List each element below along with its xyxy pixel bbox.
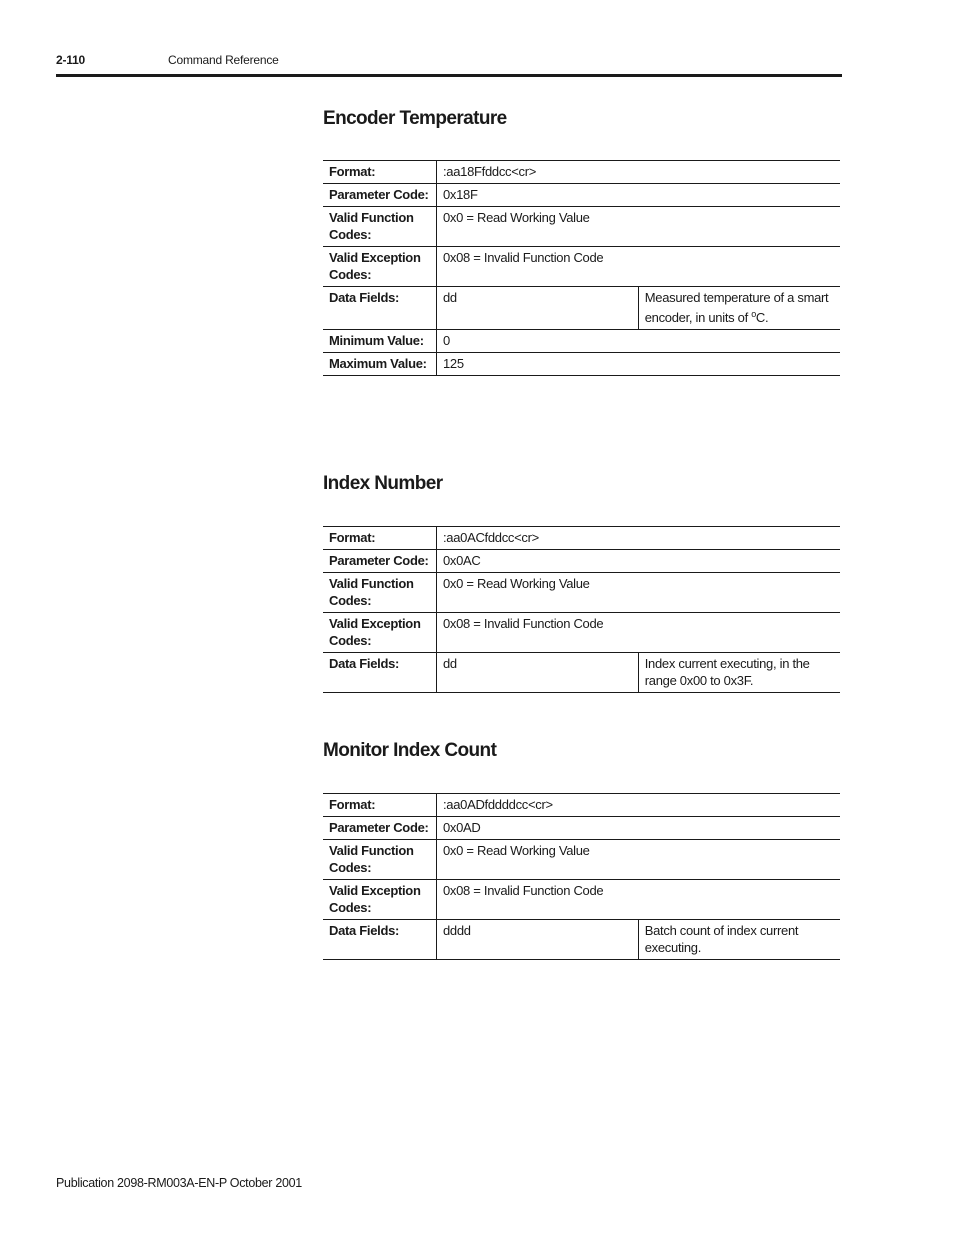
table-row-format bbox=[323, 161, 840, 184]
row-label: Valid Function Codes: bbox=[323, 840, 437, 880]
table-row-valid-function-codes bbox=[323, 207, 840, 247]
row-label: Valid Exception Codes: bbox=[323, 247, 437, 287]
data-field-description bbox=[638, 287, 840, 330]
table-row-valid-exception-codes bbox=[323, 247, 840, 287]
table-row-parameter-code bbox=[323, 184, 840, 207]
row-value: :aa0ADfddddcc<cr> bbox=[437, 794, 841, 817]
row-value: 0x0AD bbox=[437, 817, 841, 840]
row-value: 125 bbox=[437, 353, 841, 376]
row-value: 0x0 = Read Working Value bbox=[437, 573, 841, 613]
page-footer: Publication 2098-RM003A-EN-P October 2001 bbox=[56, 1176, 302, 1190]
data-field-description: Index current executing, in the range 0x00 to 0x3F. bbox=[638, 653, 840, 693]
row-value: :aa0ACfddcc<cr> bbox=[437, 527, 841, 550]
row-value: 0x0 = Read Working Value bbox=[437, 207, 841, 247]
row-label: Format: bbox=[323, 527, 437, 550]
row-label: Data Fields: bbox=[323, 920, 437, 960]
row-label: Valid Exception Codes: bbox=[323, 613, 437, 653]
section-title-index-number: Index Number bbox=[323, 473, 443, 494]
header-rule bbox=[56, 74, 842, 77]
row-label: Minimum Value: bbox=[323, 330, 437, 353]
row-label: Format: bbox=[323, 161, 437, 184]
data-field-description: Batch count of index current executing. bbox=[638, 920, 840, 960]
table-row-data-fields bbox=[323, 287, 840, 330]
row-label: Parameter Code: bbox=[323, 184, 437, 207]
row-label: Data Fields: bbox=[323, 653, 437, 693]
row-label: Valid Exception Codes: bbox=[323, 880, 437, 920]
section-title-monitor-index-count: Monitor Index Count bbox=[323, 740, 497, 761]
row-value: 0x08 = Invalid Function Code bbox=[437, 880, 841, 920]
row-label: Valid Function Codes: bbox=[323, 573, 437, 613]
monitor-index-count-table bbox=[323, 793, 840, 960]
table-row-parameter-code bbox=[323, 550, 840, 573]
chapter-title: Command Reference bbox=[168, 53, 279, 67]
degree-superscript: o bbox=[751, 309, 756, 319]
table-row-valid-function-codes bbox=[323, 840, 840, 880]
row-value: :aa18Ffddcc<cr> bbox=[437, 161, 841, 184]
row-value: 0 bbox=[437, 330, 841, 353]
row-value: 0x08 = Invalid Function Code bbox=[437, 613, 841, 653]
data-field-code: dddd bbox=[437, 920, 639, 960]
page-number: 2-110 bbox=[56, 53, 86, 67]
page-header bbox=[56, 52, 842, 78]
row-label: Parameter Code: bbox=[323, 550, 437, 573]
table-row-data-fields bbox=[323, 653, 840, 693]
data-field-code: dd bbox=[437, 287, 639, 330]
row-value: 0x0 = Read Working Value bbox=[437, 840, 841, 880]
row-value: 0x08 = Invalid Function Code bbox=[437, 247, 841, 287]
row-label: Maximum Value: bbox=[323, 353, 437, 376]
table-row-data-fields bbox=[323, 920, 840, 960]
row-label: Format: bbox=[323, 794, 437, 817]
table-row-format bbox=[323, 527, 840, 550]
row-label: Valid Function Codes: bbox=[323, 207, 437, 247]
table-row-maximum-value bbox=[323, 353, 840, 376]
table-row-format bbox=[323, 794, 840, 817]
row-label: Data Fields: bbox=[323, 287, 437, 330]
encoder-temperature-table bbox=[323, 160, 840, 376]
index-number-table bbox=[323, 526, 840, 693]
row-value: 0x18F bbox=[437, 184, 841, 207]
table-row-valid-exception-codes bbox=[323, 613, 840, 653]
data-field-code: dd bbox=[437, 653, 639, 693]
section-title-encoder-temperature: Encoder Temperature bbox=[323, 108, 507, 129]
description-text: Measured temperature of a smart encoder, in units of bbox=[644, 290, 829, 325]
table-row-minimum-value bbox=[323, 330, 840, 353]
description-unit: C. bbox=[755, 310, 769, 325]
row-label: Parameter Code: bbox=[323, 817, 437, 840]
row-value: 0x0AC bbox=[437, 550, 841, 573]
table-row-valid-function-codes bbox=[323, 573, 840, 613]
table-row-valid-exception-codes bbox=[323, 880, 840, 920]
table-row-parameter-code bbox=[323, 817, 840, 840]
